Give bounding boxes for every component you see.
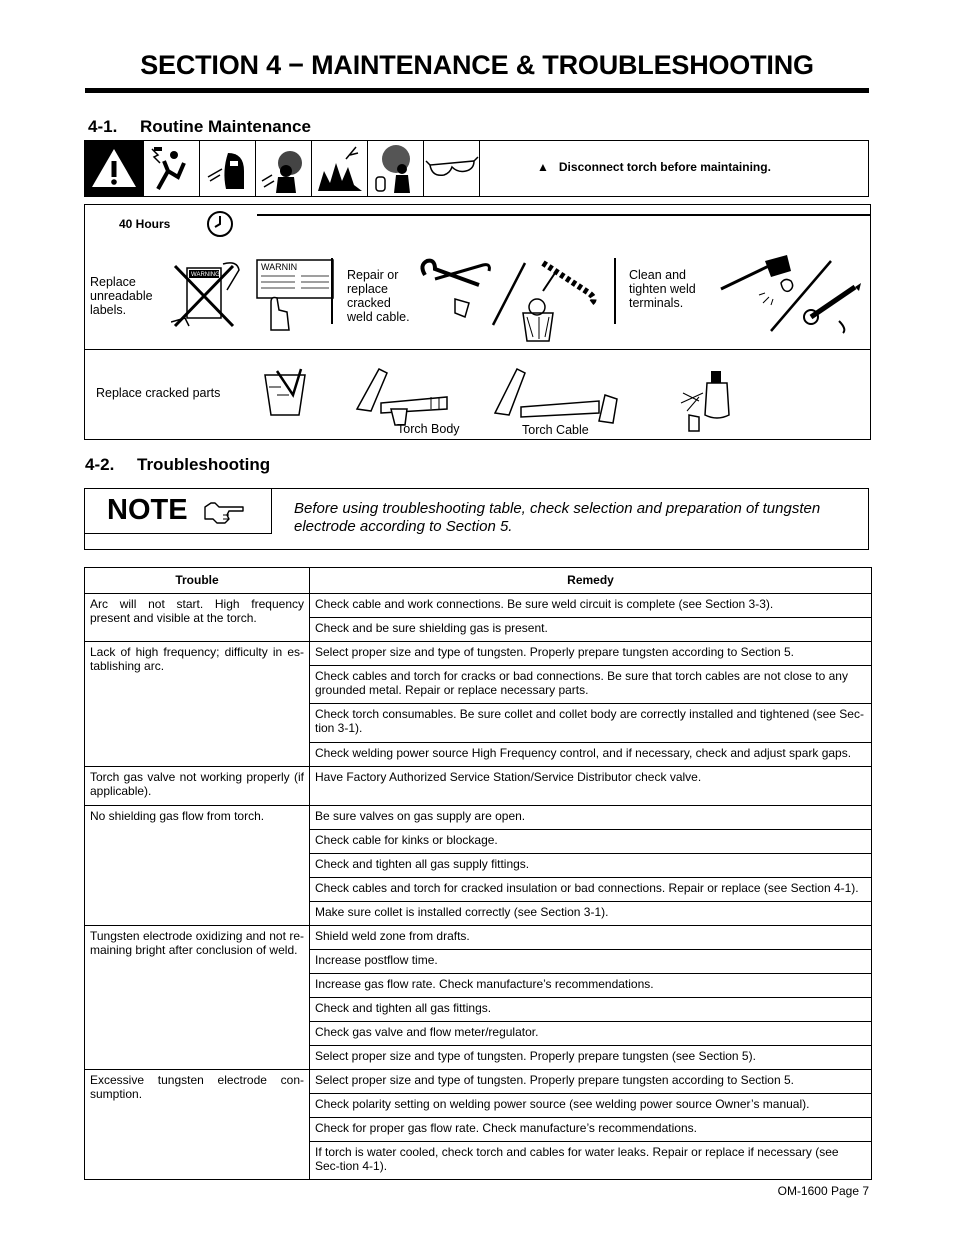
remedy-cell: Check gas valve and flow meter/regulator. [310,1022,872,1046]
gas-bottle-icon [677,363,747,438]
title-rule [85,88,869,93]
item-text: Clean and tighten weld terminals. [629,268,696,310]
page-footer: OM-1600 Page 7 [777,1184,869,1198]
remedy-cell: Check cable for kinks or blockage. [310,830,872,854]
note-tab [85,489,272,534]
trouble-cell: Lack of high frequency; difficulty in es-tablishing arc. [85,642,310,767]
pointing-hand-icon [203,499,245,530]
fire-explosion-icon [311,141,367,196]
heading-number: 4-2. [85,455,115,474]
item-replace-parts: Replace cracked parts [96,386,221,400]
remedy-cell: Have Factory Authorized Service Station/Service Distributor check valve. [310,767,872,806]
remedy-cell: Select proper size and type of tungsten. Properly prepare tungsten (see Section 5). [310,1046,872,1070]
safety-text: ▲ Disconnect torch before maintaining. [537,160,771,174]
remedy-cell: Shield weld zone from drafts. [310,926,872,950]
remedy-cell: Check cables and torch for cracks or bad connections. Be sure that torch cables are not close to any grounded metal. Repair or replace necessary parts. [310,666,872,704]
trouble-cell: Tungsten electrode oxidizing and not re-maining bright after conclusion of weld. [85,926,310,1070]
welding-helmet-icon [199,141,255,196]
table-row [85,594,872,618]
item-repair-cable [347,268,413,324]
remedy-cell: Check and tighten all gas fittings. [310,998,872,1022]
remedy-cell: Select proper size and type of tungsten. Properly prepare tungsten according to Section 5. [310,1070,872,1094]
trouble-cell: No shielding gas flow from torch. [85,806,310,926]
broken-cup-icon [257,365,317,430]
heading-text: Routine Maintenance [140,117,311,136]
remedy-cell: Check torch consumables. Be sure collet and collet body are correctly installed and tightened (see Sec-tion 3-1). [310,704,872,743]
remedy-cell: Check cable and work connections. Be sure weld circuit is complete (see Section 3-3). [310,594,872,618]
remedy-cell: Check and tighten all gas supply fittings. [310,854,872,878]
item-replace-labels [90,275,160,317]
item-clean-terminals [629,268,701,310]
note-box [84,488,869,550]
warning-label-small: WARNING [191,272,220,278]
item-divider-1 [331,258,333,324]
remedy-cell: Check polarity setting on welding power source (see welding power source Owner’s manual). [310,1094,872,1118]
item-text: Repair or replace cracked weld cable. [347,268,410,324]
table-row [85,806,872,830]
caption-torch-body: Torch Body [397,422,460,436]
item-text: Replace unreadable labels. [90,275,153,317]
troubleshooting-heading [85,455,270,475]
note-text: Before using troubleshooting table, check selection and preparation of tungsten electrode according to Section 5. [294,500,821,535]
remedy-cell: Check and be sure shielding gas is present. [310,618,872,642]
heading-number: 4-1. [88,117,118,136]
fumes-icon [255,141,311,196]
warning-triangle-icon [85,141,143,196]
trouble-cell: Excessive tungsten electrode con-sumption. [85,1070,310,1180]
header-trouble: Trouble [85,568,310,594]
warning-label-large: WARNIN [261,262,298,272]
remedy-cell: Check welding power source High Frequency control, and if necessary, check and adjust spark gaps. [310,743,872,767]
remedy-cell: Check for proper gas flow rate. Check manufacture’s recommendations. [310,1118,872,1142]
header-remedy: Remedy [310,568,872,594]
heading-text: Troubleshooting [137,455,271,474]
safety-text-label: Disconnect torch before maintaining. [558,160,771,174]
table-row [85,767,872,806]
brush-wrench-icon [715,253,865,342]
interval-rule [257,214,870,216]
strip-divider [479,141,481,196]
table-body [85,594,872,1180]
electric-shock-icon [143,141,199,196]
item-divider-2 [614,258,616,324]
table-row [85,926,872,950]
remedy-cell: Select proper size and type of tungsten. Properly prepare tungsten according to Section 5. [310,642,872,666]
maintenance-divider [85,349,870,350]
troubleshooting-table [84,567,872,1180]
remedy-cell: Be sure valves on gas supply are open. [310,806,872,830]
gas-cylinder-fumes-icon [367,141,423,196]
safety-glasses-icon [423,141,479,196]
remedy-cell: Check cables and torch for cracked insulation or bad connections. Repair or replace (see Section 4-1). [310,878,872,902]
remedy-cell: Make sure collet is installed correctly (see Section 3-1). [310,902,872,926]
crossed-label-icon [171,260,243,335]
table-row [85,1070,872,1094]
trouble-cell: Arc will not start. High frequency present and visible at the torch. [85,594,310,642]
table-row [85,642,872,666]
note-label: NOTE [107,494,188,526]
maintenance-box [84,204,871,440]
trouble-cell: Torch gas valve not working properly (if applicable). [85,767,310,806]
cable-repair-icon [419,255,619,350]
clock-icon [205,209,235,244]
table-header-row [85,568,872,594]
routine-maintenance-heading [88,117,311,137]
caption-torch-cable: Torch Cable [522,423,589,437]
new-label-icon [255,258,335,337]
remedy-cell: Increase gas flow rate. Check manufacture’s recommendations. [310,974,872,998]
safety-strip [84,140,869,197]
interval-label: 40 Hours [119,217,171,231]
remedy-cell: If torch is water cooled, check torch and cables for water leaks. Repair or replace if necessary (see Sec-tion 4-1). [310,1142,872,1180]
section-title: SECTION 4 − MAINTENANCE & TROUBLESHOOTING [140,50,814,80]
remedy-cell: Increase postflow time. [310,950,872,974]
